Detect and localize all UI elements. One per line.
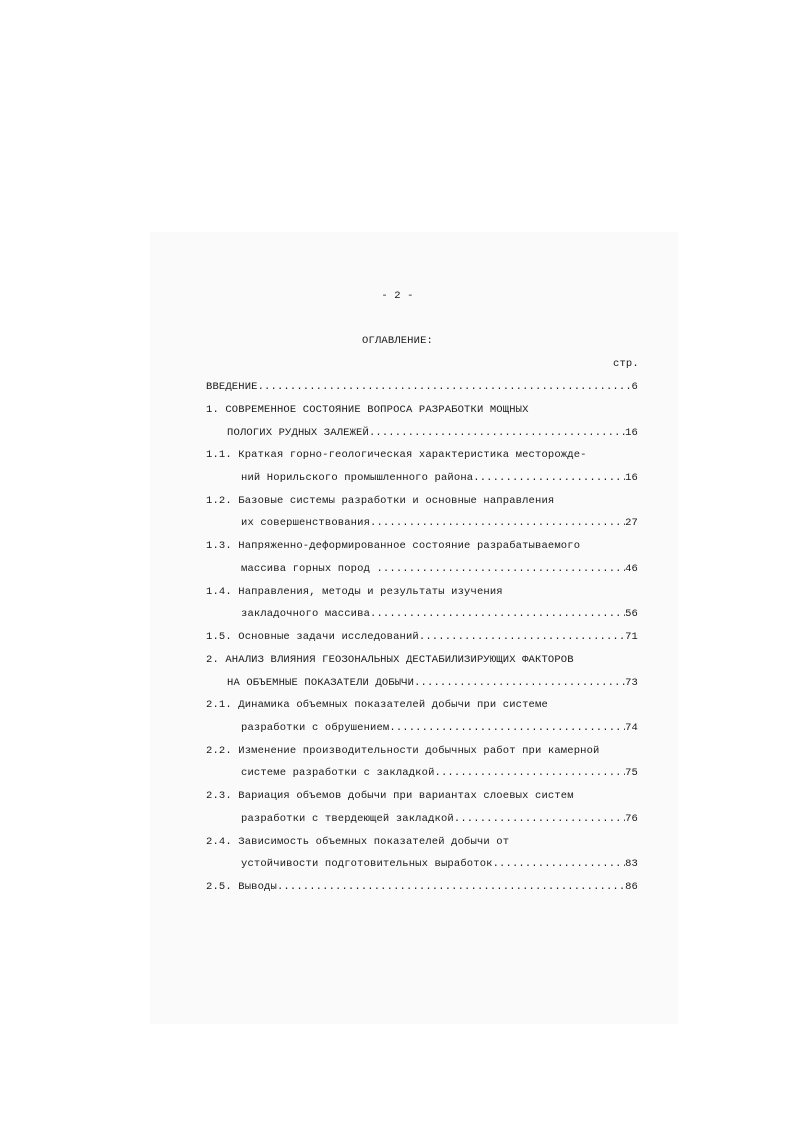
toc-entry-text: НА ОБЪЕМНЫЕ ПОКАЗАТЕЛИ ДОБЫЧИ [227, 677, 415, 689]
toc-entry-text: разработки с обрушением [241, 722, 390, 734]
dot-leader [419, 630, 625, 644]
toc-entry-page: 73 [625, 677, 638, 689]
toc-entry-text: 2.2. Изменение производительности добычных работ при камерной [206, 745, 600, 757]
toc-entry [241, 471, 638, 485]
toc-entry-page: 71 [625, 631, 638, 643]
page-number: - 2 - [381, 290, 414, 302]
toc-entry-text: ПОЛОГИХ РУДНЫХ ЗАЛЕЖЕЙ [227, 427, 369, 439]
toc-entry-text: 1.5. Основные задачи исследований [206, 631, 419, 643]
toc-entry-page: 16 [625, 427, 638, 439]
toc-entry [227, 676, 638, 690]
toc-entry [241, 812, 638, 826]
toc-entry [241, 766, 638, 780]
toc-entry-text: 2.4. Зависимость объемных показателей добычи от [206, 836, 510, 848]
toc-entry-text: 2.5. Выводы [206, 881, 277, 893]
dot-leader [389, 721, 625, 735]
page-column-label: стр. [613, 358, 639, 370]
toc-entry-text: системе разработки с закладкой [241, 767, 435, 779]
dot-leader [454, 812, 625, 826]
toc-entry [241, 562, 638, 576]
toc-entry-text: ВВЕДЕНИЕ [206, 381, 258, 393]
toc-entry-text: 1.1. Краткая горно-геологическая характеристика месторожде- [206, 449, 587, 461]
dot-leader [493, 857, 626, 871]
dot-leader [376, 562, 625, 576]
toc-entry-text: 2.1. Динамика объемных показателей добычи при системе [206, 699, 548, 711]
toc-title: ОГЛАВЛЕНИЕ: [362, 335, 433, 347]
toc-entry-text: устойчивости подготовительных выработок [241, 858, 493, 870]
dot-leader [277, 880, 625, 894]
toc-entry-page: 46 [625, 563, 638, 575]
toc-entry-text: 1.2. Базовые системы разработки и основные направления [206, 495, 555, 507]
dot-leader [473, 471, 625, 485]
toc-entry-page: 27 [625, 517, 638, 529]
toc-entry-page: 76 [625, 813, 638, 825]
toc-entry-text: разработки с твердеющей закладкой [241, 813, 454, 825]
toc-entry-page: 6 [631, 381, 638, 393]
toc-entry-text: их совершенствования [241, 517, 371, 529]
toc-entry [241, 721, 638, 735]
toc-entry-text: закладочного массива [241, 608, 371, 620]
toc-entry-text: 1.3. Напряженно-деформированное состояние разрабатываемого [206, 540, 581, 552]
toc-entry [206, 880, 638, 894]
dot-leader [414, 676, 625, 690]
toc-entry [241, 857, 638, 871]
toc-entry-page: 75 [625, 767, 638, 779]
toc-entry [227, 426, 638, 440]
toc-entry [241, 516, 638, 530]
document-page [150, 232, 678, 1024]
toc-entry-text: 2.3. Вариация объемов добычи при вариантах слоевых систем [206, 790, 574, 802]
toc-entry-page: 56 [625, 608, 638, 620]
toc-entry-page: 83 [625, 858, 638, 870]
toc-entry-text: массива горных пород [241, 563, 377, 575]
dot-leader [370, 516, 625, 530]
toc-entry-text: 1. СОВРЕМЕННОЕ СОСТОЯНИЕ ВОПРОСА РАЗРАБОТКИ МОЩНЫХ [206, 404, 529, 416]
toc-entry [206, 630, 638, 644]
toc-entry-page: 86 [625, 881, 638, 893]
toc-entry-page: 74 [625, 722, 638, 734]
toc-entry-text: 1.4. Направления, методы и результаты изучения [206, 586, 503, 598]
dot-leader [435, 766, 626, 780]
dot-leader [369, 426, 625, 440]
toc-entry-text: 2. АНАЛИЗ ВЛИЯНИЯ ГЕОЗОНАЛЬНЫХ ДЕСТАБИЛИЗИРУЮЩИХ ФАКТОРОВ [206, 654, 574, 666]
dot-leader [370, 607, 625, 621]
toc-entry-page: 16 [625, 472, 638, 484]
dot-leader [258, 380, 632, 394]
toc-entry [241, 607, 638, 621]
toc-entry-text: ний Норильского промышленного района [241, 472, 474, 484]
toc-entry [206, 380, 638, 394]
